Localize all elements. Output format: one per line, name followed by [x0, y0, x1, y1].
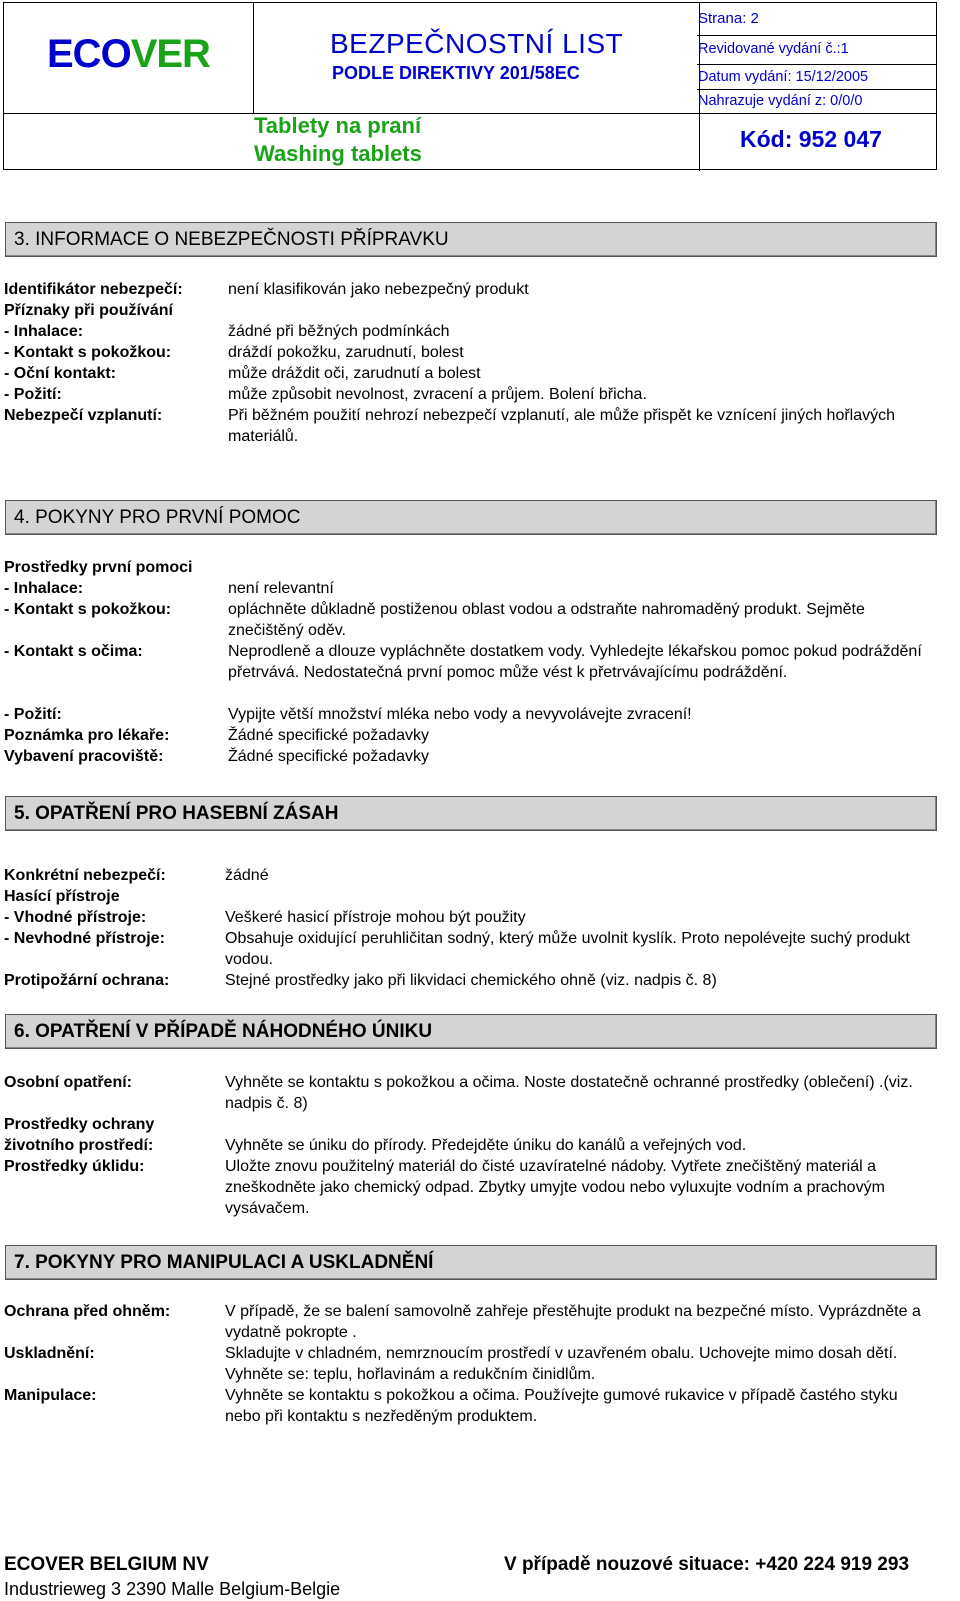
s3-value-7: Při běžném použití nehrozí nebezpečí vzplanutí, ale může přispět ke vznícení jiných hořlavých materiálů. — [228, 407, 896, 445]
s5-value-4: Obsahuje oxidující peruhličitan sodný, který může uvolnit kyslík. Proto nepolévejte suchý produkt vodou. — [225, 930, 910, 968]
section-6-header: 6. OPATŘENÍ V PŘÍPADĚ NÁHODNÉHO ÚNIKU — [5, 1014, 937, 1049]
s7-value-2: Skladujte v chladném, nemrznoucím prostředí v uzavřeném obalu. Uchovejte mimo dosah dětí. Vyhněte se: teplu, hořlavinám a redukčním činidlům. — [225, 1345, 898, 1383]
s3-label-6: - Požití: — [4, 386, 62, 403]
s4-label-3: - Kontakt s pokožkou: — [4, 601, 172, 618]
s7-label-1: Ochrana před ohněm: — [4, 1303, 171, 1320]
s4-value-4: Neprodleně a dlouze vypláchněte dostatkem vody. Vyhledejte lékařskou pomoc pokud podráždění přetrvává. Nedostatečná první pomoc může vést k přetrvávajícímu podráždění. — [228, 643, 922, 681]
s3-value-5: může dráždit oči, zarudnutí a bolest — [228, 365, 481, 382]
s5-value-1: žádné — [225, 867, 269, 884]
s6-value-3: Uložte znovu použitelný materiál do čisté uzavíratelné nádoby. Vytřete znečištěný materiál a zneškodněte jako chemický odpad. Zbytky umyjte vodou nebo vyluxujte vodním a prachovým vysávačem. — [225, 1158, 885, 1217]
s4-label-6: Poznámka pro lékaře: — [4, 727, 170, 744]
s4-value-2: není relevantní — [228, 580, 334, 597]
s3-label-4: - Kontakt s pokožkou: — [4, 344, 172, 361]
s3-value-4: dráždí pokožku, zarudnutí, bolest — [228, 344, 464, 361]
product-name-en: Washing tablets — [254, 141, 422, 166]
revision: Revidované vydání č.:1 — [698, 41, 849, 57]
s5-label-4: - Nevhodné přístroje: — [4, 930, 165, 947]
s6-label-2: Prostředky ochrany životního prostředí: — [4, 1116, 155, 1154]
product-name-cz: Tablety na praní — [254, 113, 422, 138]
s3-value-6: může způsobit nevolnost, zvracení a průjem. Bolení břicha. — [228, 386, 647, 403]
s3-label-1: Identifikátor nebezpečí: — [4, 281, 183, 298]
s4-value-7: Žádné specifické požadavky — [228, 748, 429, 765]
s6-value-2: Vyhněte se úniku do přírody. Předejděte úniku do kanálů a veřejných vod. — [225, 1137, 747, 1154]
s6-label-3: Prostředky úklidu: — [4, 1158, 145, 1175]
s4-label-5: - Požití: — [4, 706, 62, 723]
product-code: Kód: 952 047 — [740, 126, 882, 152]
footer-emergency: V případě nouzové situace: +420 224 919 293 — [504, 1554, 910, 1575]
s5-label-2: Hasící přístroje — [4, 888, 120, 905]
s7-value-1: V případě, že se balení samovolně zahřeje přestěhujte produkt na bezpečné místo. Vyprázdněte a vydatně pokropte . — [225, 1303, 921, 1341]
s3-label-5: - Oční kontakt: — [4, 365, 117, 382]
footer-address: Industrieweg 3 2390 Malle Belgium-Belgie — [4, 1579, 341, 1599]
s4-value-5: Vypijte větší množství mléka nebo vody a nevyvolávejte zvracení! — [228, 706, 692, 723]
s6-label-1: Osobní opatření: — [4, 1074, 132, 1091]
s5-label-1: Konkrétní nebezpečí: — [4, 867, 166, 884]
s4-value-6: Žádné specifické požadavky — [228, 727, 429, 744]
document-subtitle: PODLE DIREKTIVY 201/58EC — [332, 63, 580, 83]
section-5-header: 5. OPATŘENÍ PRO HASEBNÍ ZÁSAH — [5, 796, 937, 831]
issue-date: Datum vydání: 15/12/2005 — [698, 69, 869, 85]
s7-label-3: Manipulace: — [4, 1387, 97, 1404]
section-3-header: 3. INFORMACE O NEBEZPEČNOSTI PŘÍPRAVKU — [5, 222, 937, 257]
s4-label-2: - Inhalace: — [4, 580, 84, 597]
s4-label-7: Vybavení pracoviště: — [4, 748, 164, 765]
s7-value-3: Vyhněte se kontaktu s pokožkou a očima. Používejte gumové rukavice v případě častého styku nebo při kontaktu s nezředěným produktem. — [225, 1387, 898, 1425]
s3-value-3: žádné při běžných podmínkách — [228, 323, 450, 340]
s3-value-1: není klasifikován jako nebezpečný produkt — [228, 281, 529, 298]
footer-company: ECOVER BELGIUM NV — [4, 1554, 209, 1575]
s5-value-5: Stejné prostředky jako při likvidaci chemického ohně (viz. nadpis č. 8) — [225, 972, 717, 989]
replaces: Nahrazuje vydání z: 0/0/0 — [698, 93, 863, 109]
s6-value-1: Vyhněte se kontaktu s pokožkou a očima. Noste dostatečně ochranné prostředky (oblečení) .(viz. nadpis č. 8) — [225, 1074, 913, 1112]
s5-label-5: Protipožární ochrana: — [4, 972, 170, 989]
section-4-header: 4. POKYNY PRO PRVNÍ POMOC — [5, 500, 937, 535]
page-number: Strana: 2 — [698, 10, 759, 27]
s5-label-3: - Vhodné přístroje: — [4, 909, 147, 926]
s4-label-4: - Kontakt s očima: — [4, 643, 143, 660]
s3-label-3: - Inhalace: — [4, 323, 84, 340]
s3-label-7: Nebezpečí vzplanutí: — [4, 407, 163, 424]
s4-label-1: Prostředky první pomoci — [4, 559, 193, 576]
document-title: BEZPEČNOSTNÍ LIST — [330, 28, 624, 59]
s7-label-2: Uskladnění: — [4, 1345, 95, 1362]
meta-block — [697, 3, 936, 114]
s4-value-3: opláchněte důkladně postiženou oblast vodou a odstraňte nahromaděný produkt. Sejměte znečištěný oděv. — [228, 601, 865, 639]
s5-value-3: Veškeré hasicí přístroje mohou být použity — [225, 909, 526, 926]
s3-label-2: Příznaky při používání — [4, 302, 173, 319]
section-7-header: 7. POKYNY PRO MANIPULACI A USKLADNĚNÍ — [5, 1245, 937, 1280]
company-logo: ECOVER — [47, 32, 210, 76]
